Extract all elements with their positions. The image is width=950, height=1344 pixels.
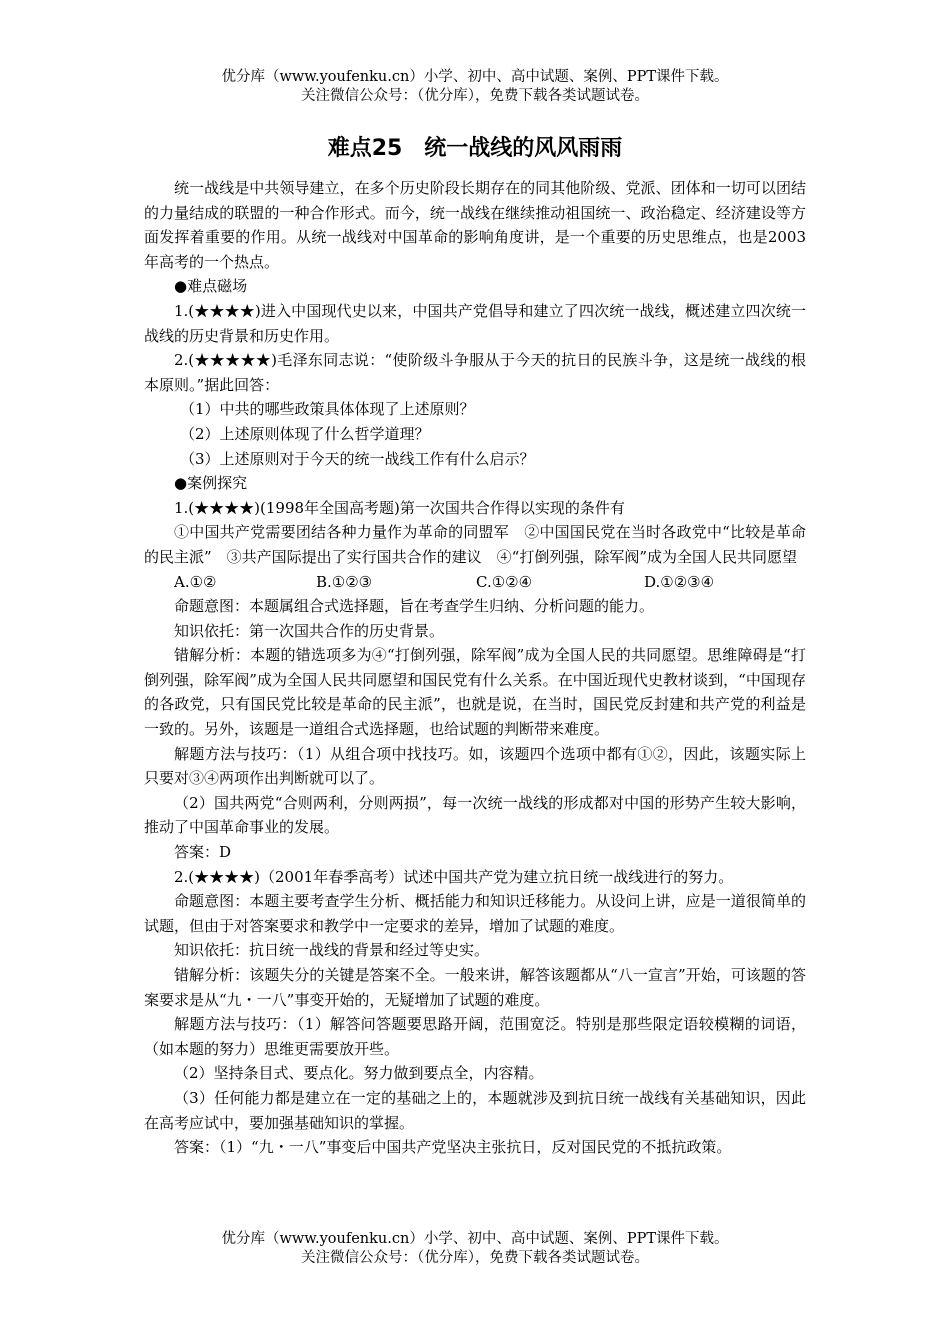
case-2-method-3: （3）任何能力都是建立在一定的基础之上的，本题就涉及到抗日统一战线有关基础知识，因此在高考应试中，要加强基础知识的掌握。 [144, 1088, 806, 1132]
option-b: B.①②③ [316, 572, 373, 591]
difficulty-question-1: 1.(★★★★)进入中国现代史以来，中国共产党倡导和建立了四次统一战线，概述建立四次统一战线的历史背景和历史作用。 [144, 301, 806, 345]
case-1-statements: ①中国共产党需要团结各种力量作为革命的同盟军 ②中国国民党在当时各政党中“比较是革命的民主派” ③共产国际提出了实行国共合作的建议 ④“打倒列强，除军阀”成为全国人民共同愿望 [144, 523, 806, 566]
footer-line-2: 关注微信公众号：（优分库），免费下载各类试题试卷。 [301, 1250, 649, 1266]
difficulty-question-2: 2.(★★★★★)毛泽东同志说：“使阶级斗争服从于今天的抗日的民族斗争，这是统一战线的根本原则。”据此回答： [144, 351, 806, 394]
page-title: 难点25 统一战线的风风雨雨 [327, 136, 623, 161]
case-2-knowledge: 知识依托：抗日统一战线的背景和经过等史实。 [174, 941, 490, 960]
case-1-answer: 答案：D [174, 843, 232, 862]
case-2-method-1: 解题方法与技巧：（1）解答问答题要思路开阔，范围宽泛。特别是那些限定语较模糊的词语，（如本题的努力）思维更需要放开些。 [144, 1015, 806, 1058]
case-1-knowledge: 知识依托：第一次国共合作的历史背景。 [174, 621, 445, 640]
case-1-error-analysis: 错解分析：本题的错选项多为④“打倒列强，除军阀”成为全国人民的共同愿望。思维障碍是“打倒列强，除军阀”成为全国人民共同愿望和国民党有什么关系。在中国近现代史教材谈到，“中国现存的各政党，只有国民党比较是革命的民主派”，也就是说，在当时，国民党反封建和共产党的利益是一致的。另外，该题是一道组合式选择题，也给试题的判断带来难度。 [144, 646, 806, 739]
difficulty-question-2-sub-3: （3）上述原则对于今天的统一战线工作有什么启示？ [180, 449, 535, 468]
case-2-error-analysis: 错解分析：该题失分的关键是答案不全。一般来讲，解答该题都从“八一宣言”开始，可该题的答案要求是从“九・一八”事变开始的，无疑增加了试题的难度。 [144, 966, 806, 1009]
case-1-options [144, 570, 806, 595]
case-2-question: 2.(★★★★)（2001年春季高考）试述中国共产党为建立抗日统一战线进行的努力。 [174, 867, 734, 886]
header-line-2: 关注微信公众号：（优分库），免费下载各类试题试卷。 [301, 88, 649, 104]
option-a: A.①② [174, 572, 217, 591]
intro-paragraph: 统一战线是中共领导建立，在多个历史阶段长期存在的同其他阶级、党派、团体和一切可以团结的力量结成的联盟的一种合作形式。而今，统一战线在继续推动祖国统一、政治稳定、经济建设等方面发挥着重要的作用。从统一战线对中国革命的影响角度讲，是一个重要的历史思维点，也是2003年高考的一个热点。 [144, 179, 806, 271]
section-heading-difficulty: ●难点磁场 [174, 277, 248, 296]
case-2-method-2: （2）坚持条目式、要点化。努力做到要点全，内容精。 [174, 1064, 544, 1083]
case-1-question: 1.(★★★★)(1998年全国高考题)第一次国共合作得以实现的条件有 [174, 498, 625, 517]
footer-line-1: 优分库（www.youfenku.cn）小学、初中、高中试题、案例、PPT课件下载。 [221, 1231, 729, 1247]
option-d: D.①②③④ [644, 572, 715, 591]
difficulty-question-2-sub-2: （2）上述原则体现了什么哲学道理？ [180, 424, 430, 443]
header-line-1: 优分库（www.youfenku.cn）小学、初中、高中试题、案例、PPT课件下载。 [221, 69, 729, 85]
case-1-method-2: （2）国共两党“合则两利，分则两损”，每一次统一战线的形成都对中国的形势产生较大影响，推动了中国革命事业的发展。 [144, 793, 806, 837]
difficulty-question-2-sub-1: （1）中共的哪些政策具体体现了上述原则？ [180, 400, 475, 419]
case-1-intent: 命题意图：本题属组合式选择题，旨在考查学生归纳、分析问题的能力。 [174, 597, 655, 616]
option-c: C.①②④ [476, 572, 533, 591]
case-2-intent: 命题意图：本题主要考查学生分析、概括能力和知识迁移能力。从设问上讲，应是一道很简单的试题，但由于对答案要求和教学中一定要求的差异，增加了试题的难度。 [144, 892, 806, 935]
case-2-answer: 答案：（1）“九・一八”事变后中国共产党坚决主张抗日，反对国民党的不抵抗政策。 [174, 1138, 732, 1157]
document-body [144, 176, 806, 1160]
section-heading-cases: ●案例探究 [174, 474, 248, 493]
case-1-method-1: 解题方法与技巧：（1）从组合项中找技巧。如，该题四个选项中都有①②，因此，该题实际上只要对③④两项作出判断就可以了。 [144, 744, 806, 788]
